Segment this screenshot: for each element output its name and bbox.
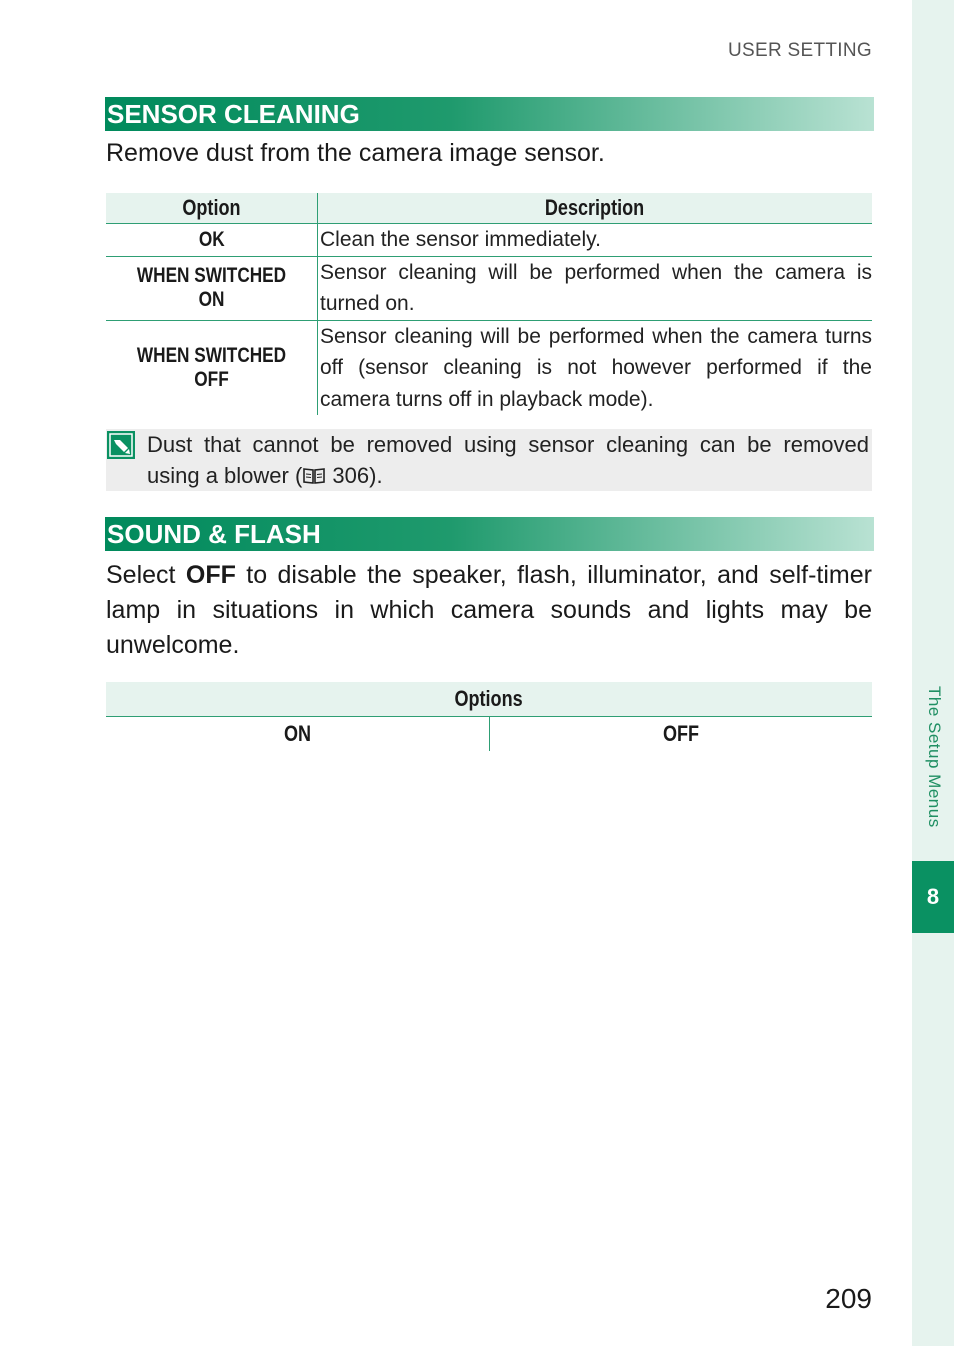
column-header-option: Option (106, 193, 318, 224)
page-reference[interactable]: 306 (326, 463, 370, 488)
table-header-row (106, 682, 872, 717)
chapter-label: The Setup Menus (925, 686, 944, 828)
option-description: Sensor cleaning will be performed when the camera turns off (sensor cleaning is not however performed if the camera turns off in playback mode). (320, 324, 872, 411)
option-on: ON (106, 717, 489, 752)
sensor-cleaning-table (106, 193, 872, 415)
sound-flash-options-table (106, 682, 872, 751)
option-off: OFF (662, 721, 699, 746)
option-name: WHEN SWITCHED OFF (106, 320, 318, 415)
book-icon (302, 462, 326, 493)
table-row (106, 256, 872, 320)
note-text: Dust that cannot be removed using sensor cleaning can be removed using a blower ( 306). (147, 429, 869, 493)
sound-flash-lead: Select OFF to disable the speaker, flash, illuminator, and self-timer lamp in situations in which camera sounds and lights may be unwelcome. (106, 561, 872, 659)
section-title-sound-flash: SOUND & FLASH (105, 517, 874, 551)
section-title-sensor-cleaning: SENSOR CLEANING (105, 97, 874, 131)
option-description: Clean the sensor immediately. (318, 224, 873, 257)
chapter-tab[interactable] (912, 861, 954, 933)
off-keyword: OFF (185, 561, 236, 589)
sensor-cleaning-lead: Remove dust from the camera image sensor. (106, 139, 605, 167)
option-description: Sensor cleaning will be performed when the camera is turned on. (318, 256, 873, 320)
column-header-description: Description (318, 193, 873, 224)
table-row (106, 224, 872, 257)
option-name: WHEN SWITCHED ON (106, 256, 318, 320)
table-row (106, 320, 872, 415)
note-box (106, 429, 872, 491)
column-header-options: Options (106, 682, 872, 717)
option-name: OK (106, 224, 318, 257)
chapter-number: 8 (926, 884, 940, 909)
chapter-side-strip (912, 0, 954, 1346)
page-number: 209 (825, 1283, 872, 1314)
note-pencil-icon (107, 431, 135, 459)
table-row (106, 717, 872, 752)
running-header: USER SETTING (727, 40, 872, 61)
table-header-row (106, 193, 872, 224)
